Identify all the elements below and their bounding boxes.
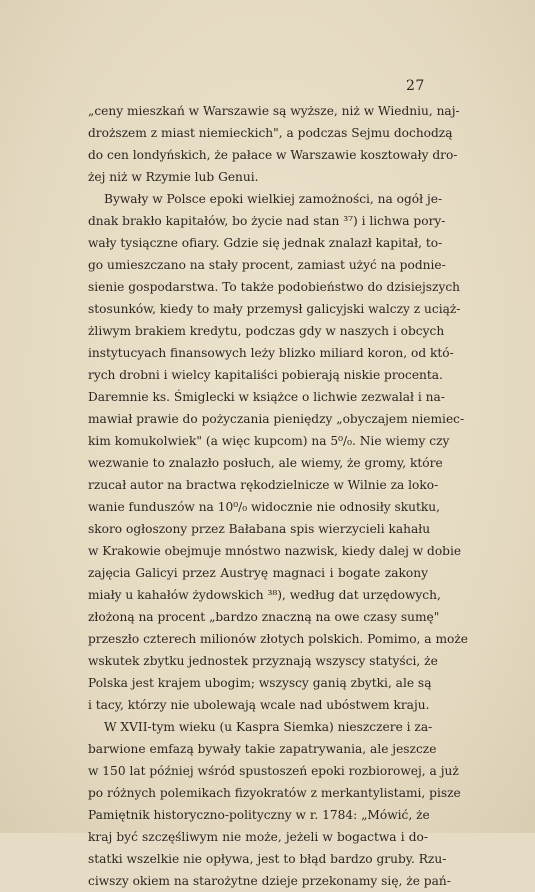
text-line: go umieszczano na stały procent, zamiast użyć na podnie- <box>88 258 446 272</box>
text-line: wały tysiączne ofiary. Gdzie się jednak znalazł kapitał, to- <box>88 236 443 250</box>
text-line: złożoną na procent „bardzo znaczną na owe czasy sumę" <box>88 610 440 624</box>
text-line: kraj być szczęśliwym nie może, jeżeli w bogactwa i do- <box>88 830 428 844</box>
text-line: wanie funduszów na 10⁰/₀ widocznie nie odnosiły skutku, <box>88 500 441 514</box>
text-line: Bywały w Polsce epoki wielkiej zamożności, na ogół je- <box>104 192 443 206</box>
text-line: skoro ogłoszony przez Bałabana spis wierzycieli kahału <box>88 522 431 536</box>
text-line: dnak brakło kapitałów, bo życie nad stan ³⁷) i lichwa pory- <box>88 214 446 228</box>
text-line: stosunków, kiedy to mały przemysł galicyjski walczy z uciąż- <box>88 302 461 316</box>
text-line: i tacy, którzy nie ubolewają wcale nad ubóstwem kraju. <box>88 698 430 712</box>
text-line: w 150 lat później wśród spustoszeń epoki rozbiorowej, a już <box>88 764 459 778</box>
text-line: mawiał prawie do pożyczania pieniędzy „obyczajem niemiec- <box>88 412 465 426</box>
text-line: wezwanie to znalazło posłuch, ale wiemy, że gromy, które <box>88 456 443 470</box>
text-line: ciwszy okiem na starożytne dzieje przekonamy się, że pań- <box>88 874 451 888</box>
text-line: wskutek zbytku jednostek przyznają wszyscy statyści, że <box>88 654 438 668</box>
text-line: instytucyach finansowych leży blizko miliard koron, od któ- <box>88 346 454 360</box>
text-line: żej niż w Rzymie lub Genui. <box>88 170 259 184</box>
text-line: do cen londyńskich, że pałace w Warszawie kosztowały dro- <box>88 148 458 162</box>
text-line: droższem z miast niemieckich", a podczas Sejmu dochodzą <box>88 126 453 140</box>
text-line: po różnych polemikach fizyokratów z merkantylistami, pisze <box>88 786 461 800</box>
text-line: Pamiętnik historyczno-polityczny w r. 1784: „Mówić, że <box>88 808 430 822</box>
text-line: przeszło czterech milionów złotych polskich. Pomimo, a może <box>88 632 468 646</box>
text-line: „ceny mieszkań w Warszawie są wyższe, niż w Wiedniu, naj- <box>88 104 460 118</box>
text-line: sienie gospodarstwa. To także podobieństwo do dzisiejszych <box>88 280 461 294</box>
text-line: żliwym brakiem kredytu, podczas gdy w naszych i obcych <box>88 324 445 338</box>
text-line: kim komukolwiek" (a więc kupcom) na 5⁰/₀. Nie wiemy czy <box>88 434 450 448</box>
text-line: statki wszelkie nie opływa, jest to błąd bardzo gruby. Rzu- <box>88 852 447 866</box>
text-line: W XVII-tym wieku (u Kaspra Siemka) nieszczere i za- <box>104 720 433 734</box>
text-line: rych drobni i wielcy kapitaliści pobierają niskie procenta. <box>88 368 443 382</box>
text-line: rzucał autor na bractwa rękodzielnicze w Wilnie za loko- <box>88 478 439 492</box>
body-text <box>88 100 468 892</box>
text-line: Daremnie ks. Śmiglecki w książce o lichwie zezwalał i na- <box>88 390 445 404</box>
text-line: w Krakowie obejmuje mnóstwo nazwisk, kiedy dalej w dobie <box>88 544 462 558</box>
page-number: 27 <box>406 78 425 94</box>
text-line: miały u kahałów żydowskich ³⁸), według dat urzędowych, <box>88 588 441 602</box>
text-line: Polska jest krajem ubogim; wszyscy ganią zbytki, ale są <box>88 676 432 690</box>
text-line: barwione emfazą bywały takie zapatrywania, ale jeszcze <box>88 742 437 756</box>
text-line: zajęcia Galicyi przez Austryę magnaci i bogate zakony <box>88 566 428 580</box>
